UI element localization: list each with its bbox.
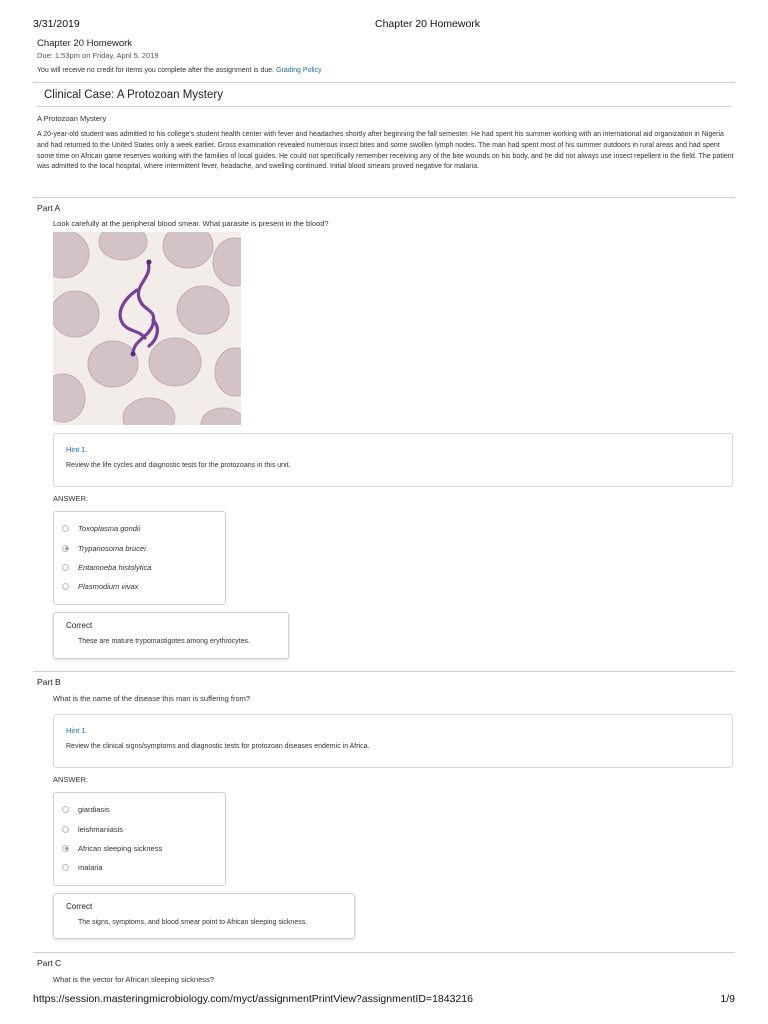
part-a-options [53,511,226,605]
part-a-hint-box[interactable] [53,433,733,487]
assignment-title: Chapter 20 Homework [37,38,133,49]
radio-icon[interactable] [62,864,69,871]
case-title: Clinical Case: A Protozoan Mystery [44,89,223,101]
radio-icon[interactable] [62,525,69,532]
part-a-correct-text: These are mature trypomastigotes among erythrocytes. [78,638,250,645]
case-description: A 20-year-old student was admitted to his college's student health center with fever and headaches shortly after beginning the fall semester. He had spent his summer working with an international aid organization in Nigeria and had returned to the United States only a week earlier. Gross examination revealed numerous insect bites and some swollen lymph nodes. The man had spent most of his summer outdoors in rural areas and had spent some time on African game reserves working with the families of local guides. He could not specifically remember receiving any of the bite wounds on his body, and he did not always use insect repellent in the field. The patient was admitted to the local hospital, where intermittent fever, headache, and swelling continued. Initial blood smears proved negative for malaria. [37,131,734,171]
print-date: 3/31/2019 [33,18,80,30]
part-b-question: What is the name of the disease this man is suffering from? [53,694,251,703]
option-label: giardiasis [78,804,110,814]
part-b-options [53,792,226,886]
blood-smear-image [53,232,241,425]
case-subtitle: A Protozoan Mystery [37,114,107,123]
print-header [33,18,735,32]
option-label: Entamoeba histolytica [78,562,152,572]
print-url: https://session.masteringmicrobiology.com/myct/assignmentPrintView?assignmentID=1843216 [33,993,473,1005]
radio-selected-icon[interactable] [62,545,69,552]
part-b-option-3[interactable] [62,842,162,854]
case-title-divider [37,106,731,107]
page-number: 1/9 [720,993,735,1005]
part-b-feedback [53,893,355,939]
part-b-option-1[interactable] [62,803,110,815]
part-b-answer-label: ANSWER: [53,775,89,784]
part-a-option-4[interactable] [62,580,138,592]
part-b-divider [33,671,735,672]
part-b-hint-box[interactable] [53,714,733,768]
part-a-option-3[interactable] [62,561,151,573]
part-b-hint-title[interactable]: Hint 1. [66,726,88,735]
print-footer [33,993,735,1007]
print-title: Chapter 20 Homework [375,18,481,30]
part-a-option-2[interactable] [62,542,146,554]
option-label: Plasmodium vivax [78,581,139,591]
part-c-label: Part C [37,958,62,968]
radio-icon[interactable] [62,806,69,813]
grading-policy-link[interactable]: Grading Policy [276,67,322,74]
radio-icon[interactable] [62,564,69,571]
no-credit-text: You will receive no credit for items you complete after the assignment is due. [37,67,275,74]
part-a-divider [33,197,735,198]
part-a-hint-text: Review the life cycles and diagnostic tests for the protozoans in this unit. [66,462,291,469]
radio-icon[interactable] [62,826,69,833]
part-a-answer-label: ANSWER: [53,494,89,503]
part-b-correct-text: The signs, symptoms, and blood smear point to African sleeping sickness. [78,919,308,926]
option-label: Toxoplasma gondii [78,523,141,533]
part-a-option-1[interactable] [62,522,140,534]
part-a-hint-title[interactable]: Hint 1. [66,445,88,454]
header-divider [33,82,735,83]
radio-selected-icon[interactable] [62,845,69,852]
radio-icon[interactable] [62,583,69,590]
part-a-label: Part A [37,203,61,213]
part-b-correct-title: Correct [66,902,93,911]
part-a-feedback [53,612,289,659]
late-policy-notice [37,67,322,74]
part-a-question: Look carefully at the peripheral blood smear. What parasite is present in the blood? [53,219,329,228]
part-c-divider [33,952,735,953]
part-b-option-4[interactable] [62,861,103,873]
part-b-hint-text: Review the clinical signs/symptoms and diagnostic tests for protozoan diseases endemic in Africa. [66,743,370,750]
part-b-option-2[interactable] [62,823,123,835]
option-label: leishmaniasis [78,824,124,834]
option-label: Trypanosoma brucei [78,543,146,553]
due-date: Due: 1:53pm on Friday, April 5, 2019 [37,51,159,60]
part-c-question: What is the vector for African sleeping sickness? [53,975,214,984]
part-b-label: Part B [37,677,61,687]
option-label: malaria [78,862,103,872]
option-label: African sleeping sickness [78,843,163,853]
part-a-correct-title: Correct [66,621,93,630]
